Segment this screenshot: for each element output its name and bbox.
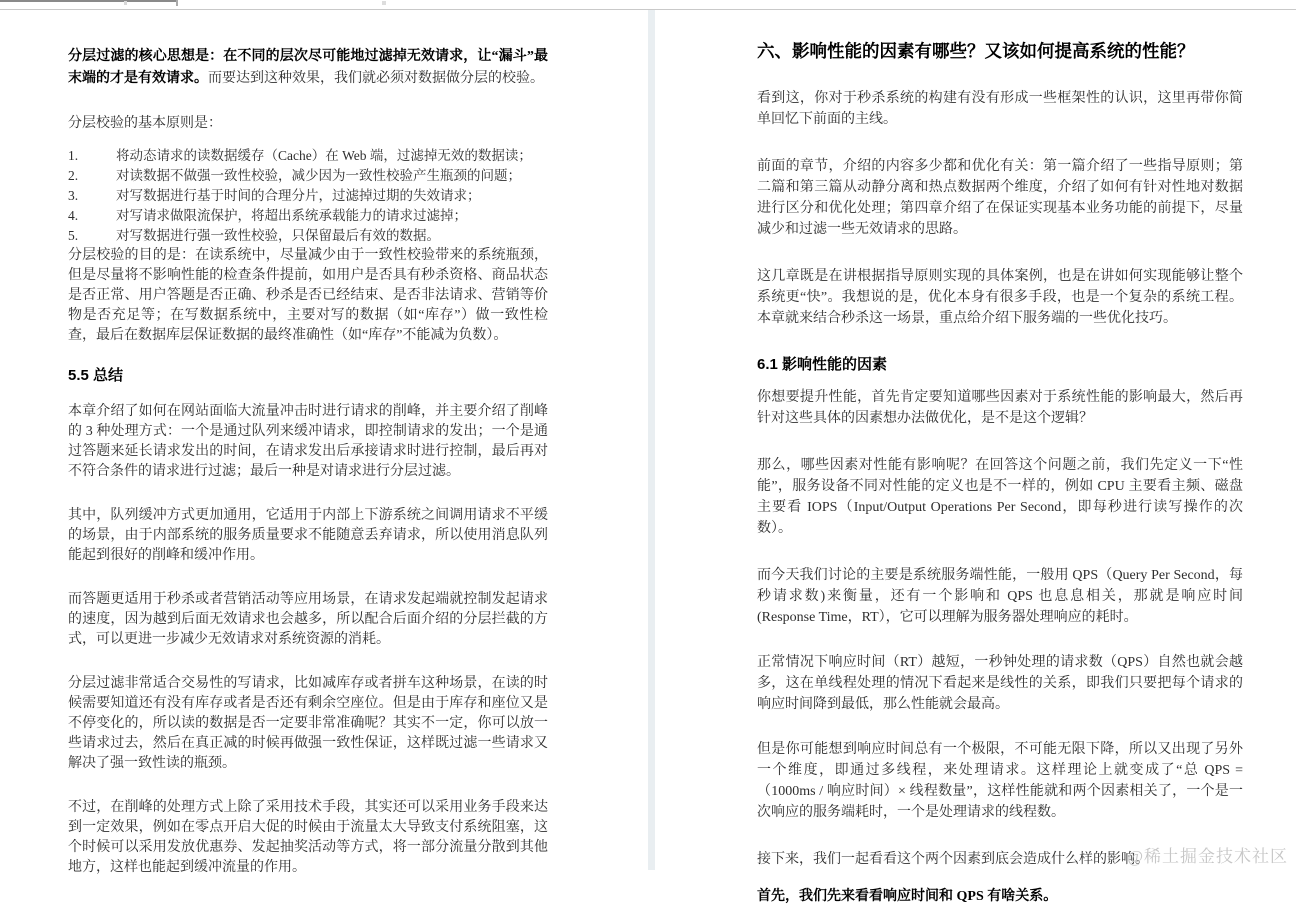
list-item xyxy=(68,166,548,186)
list-item xyxy=(68,226,548,246)
paragraph-qps-rt: 而今天我们讨论的主要是系统服务端性能，一般用 QPS（Query Per Second，每秒请求数)来衡量，还有一个影响和 QPS 也息息相关，那就是响应时间(Response Time，RT），它可以理解为服务器处理响应的耗时。 xyxy=(757,568,1243,625)
browser-top-strip xyxy=(0,0,1296,10)
top-strip-tick xyxy=(382,1,386,5)
tab-remnant xyxy=(0,0,178,2)
document-page-right xyxy=(655,10,1296,904)
paragraph-summary-2: 其中，队列缓冲方式更加通用，它适用于内部上下游系统之间调用请求不平缓的场景，由于内部系统的服务质量要求不能随意丢弃请求，所以使用消息队列能起到很好的削峰和缓冲作用。 xyxy=(68,508,548,563)
ordered-list-principles xyxy=(68,146,548,246)
list-item-text: 对写数据进行强一致性校验，只保留最后有效的数据。 xyxy=(116,228,440,243)
list-item-number: 2. xyxy=(68,168,79,183)
subsection-heading-6-1: 6.1 影响性能的因素 xyxy=(757,356,888,373)
paragraph-summary-1: 本章介绍了如何在网站面临大流量冲击时进行请求的削峰，并主要介绍了削峰的 3 种处理方式：一个是通过队列来缓冲请求，即控制请求的发出；一个是通过答题来延长请求发出的时间，在请求发出后承接请求时进行控制，最后再对不符合条件的请求进行过滤；最后一种是对请求进行分层过滤。 xyxy=(68,404,548,479)
paragraph-rt-linear: 正常情况下响应时间（RT）越短，一秒钟处理的请求数（QPS）自然也就会越多，这在单线程处理的情况下看起来是线性的关系，即我们只要把每个请求的响应时间降到最低，那么性能就会最高。 xyxy=(757,655,1243,712)
lead-bold-text: 分层过滤的核心思想是：在不同的层次尽可能地过滤掉无效请求，让“漏斗”最末端的才是有效请求。 xyxy=(68,49,548,86)
chapter-heading-6: 六、影响性能的因素有哪些？又该如何提高系统的性能？ xyxy=(757,41,1195,61)
paragraph-validation-purpose: 分层校验的目的是：在读系统中，尽量减少由于一致性校验带来的系统瓶颈，但是尽量将不影响性能的检查条件提前，如用户是否具有秒杀资格、商品状态是否正常、用户答题是否正确、秒杀是否已经结束、是否非法请求、营销等价物是否充足等；在写数据系统中，主要对写的数据（如“库存”）做一致性检查，最后在数据库层保证数据的最终准确性（如“库存”不能减为负数）。 xyxy=(68,248,548,343)
list-item xyxy=(68,146,548,166)
paragraph-performance-logic: 你想要提升性能，首先肯定要知道哪些因素对于系统性能的影响最大，然后再针对这些具体的因素想办法做优化，是不是这个逻辑？ xyxy=(757,390,1243,426)
document-page-left xyxy=(0,10,648,875)
lead-rest-text: 而要达到这种效果，我们就必须对数据做分层的校验。 xyxy=(208,71,544,86)
paragraph-performance-definition: 那么，哪些因素对性能有影响呢？在回答这个问题之前，我们先定义一下“性能”，服务设备不同对性能的定义也是不一样的，例如 CPU 主要看主频、磁盘主要看 IOPS（Input/Output Operations Per Second，即每秒进行读写操作的次数）。 xyxy=(757,458,1243,536)
paragraph-optimization-overview: 这几章既是在讲根据指导原则实现的具体案例，也是在讲如何实现能够让整个系统更“快”。我想说的是，优化本身有很多手段，也是一个复杂的系统工程。本章就来结合秒杀这一场景，重点给介绍下服务端的一些优化技巧。 xyxy=(757,269,1243,326)
list-item-text: 对写数据进行基于时间的合理分片，过滤掉过期的失效请求； xyxy=(116,188,481,203)
top-strip-tick xyxy=(176,0,178,6)
paragraph-summary-3: 而答题更适用于秒杀或者营销活动等应用场景，在请求发起端就控制发起请求的速度，因为越到后面无效请求也会越多，所以配合后面介绍的分层拦截的方式，可以更进一步减少无效请求对系统资源的消耗。 xyxy=(68,592,548,647)
paragraph-next-look: 接下来，我们一起看看这个两个因素到底会造成什么样的影响。 xyxy=(757,852,1149,867)
page-gutter xyxy=(648,10,655,870)
paragraph-summary-5: 不过，在削峰的处理方式上除了采用技术手段，其实还可以采用业务手段来达到一定效果，例如在零点开启大促的时候由于流量太大导致支付系统阻塞，这个时候可以采用发放优惠券、发起抽奖活动等方式，将一部分流量分散到其他地方，这样也能起到缓冲流量的作用。 xyxy=(68,800,548,875)
list-item-number: 1. xyxy=(68,148,79,163)
paragraph-previous-chapters: 前面的章节，介绍的内容多少都和优化有关：第一篇介绍了一些指导原则；第二篇和第三篇从动静分离和热点数据两个维度，介绍了如何有针对性地对数据进行区分和优化处理；第四章介绍了在保证实现基本业务功能的前提下，尽量减少和过滤一些无效请求的思路。 xyxy=(757,159,1243,237)
list-item-text: 对读数据不做强一致性校验，减少因为一致性校验产生瓶颈的问题； xyxy=(116,168,521,183)
paragraph-summary-4: 分层过滤非常适合交易性的写请求，比如减库存或者拼车这种场景，在读的时候需要知道还有没有库存或者是否还有剩余空座位。但是由于库存和座位又是不停变化的，所以读的数据是否一定要非常准确呢？其实不一定，你可以放一些请求过去，然后在真正减的时候再做强一致性保证，这样既过滤一些请求又解决了强一致性读的瓶颈。 xyxy=(68,676,548,771)
watermark-juejin: @稀土掘金技术社区 xyxy=(1127,847,1288,866)
top-strip-tick xyxy=(124,1,127,5)
paragraph-rt-qps-relation: 首先，我们先来看看响应时间和 QPS 有啥关系。 xyxy=(757,889,1058,904)
list-item-number: 4. xyxy=(68,208,79,223)
paragraph-recap-intro: 看到这，你对于秒杀系统的构建有没有形成一些框架性的认识，这里再带你简单回忆下前面的主线。 xyxy=(757,91,1243,127)
list-item-number: 3. xyxy=(68,188,79,203)
list-item-text: 将动态请求的读数据缓存（Cache）在 Web 端，过滤掉无效的数据读； xyxy=(116,148,532,163)
list-item-number: 5. xyxy=(68,228,79,243)
paragraph-layered-filter-lead xyxy=(68,46,548,90)
document-spread xyxy=(0,10,1296,904)
list-item xyxy=(68,186,548,206)
list-item-text: 对写请求做限流保护，将超出系统承载能力的请求过滤掉； xyxy=(116,208,467,223)
list-item xyxy=(68,206,548,226)
section-heading-5-5: 5.5 总结 xyxy=(68,367,124,384)
paragraph-principles-intro: 分层校验的基本原则是： xyxy=(68,116,222,131)
paragraph-threads-formula: 但是你可能想到响应时间总有一个极限，不可能无限下降，所以又出现了另外一个维度，即通过多线程，来处理请求。这样理论上就变成了“总 QPS =（1000ms / 响应时间）× 线程数量”，这样性能就和两个因素相关了，一个是一次响应的服务端耗时，一个是处理请求的线程数。 xyxy=(757,742,1243,820)
